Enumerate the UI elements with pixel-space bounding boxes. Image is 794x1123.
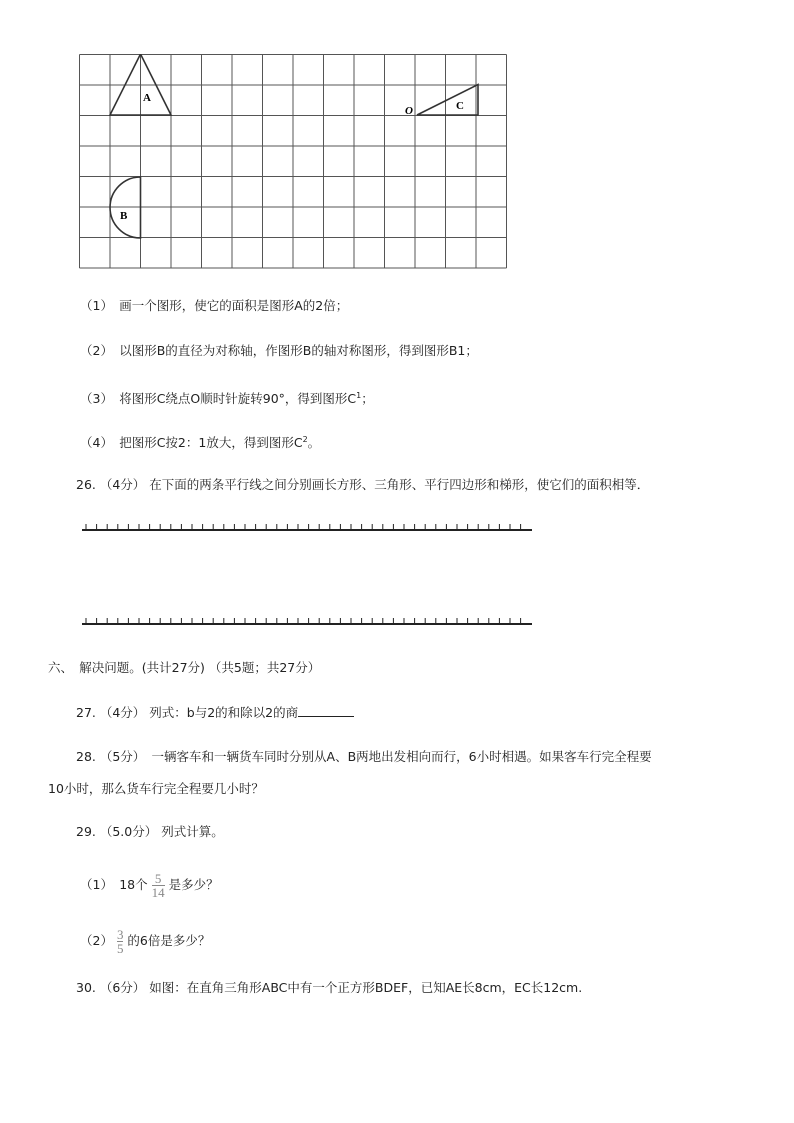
figure-c-triangle [417,85,478,116]
parallel-line-top [82,520,534,534]
question-29: 29. （5.0分） 列式计算。 [76,824,224,839]
fraction-5-14: $\frac{5}{14}$ [151,871,165,900]
question-28-line-1: 28. （5分） 一辆客车和一辆货车同时分别从A、B两地出发相向而行，6小时相遇。如果客车行完全程要 [76,749,652,764]
answer-blank[interactable] [298,704,354,717]
question-27: 27. （4分） 列式：b与2的和除以2的商 [76,704,354,722]
grid-figure [79,54,511,270]
q25-item-4: （4） 把图形C按2：1放大，得到图形$C^2$。 [80,435,321,451]
question-28-line-2: 10小时，那么货车行完全程要几小时？ [48,781,264,796]
question-30: 30. （6分） 如图：在直角三角形ABC中有一个正方形BDEF，已知AE长8cm，EC长12cm. [76,980,583,995]
question-29-part-1: （1） 18个 $\frac{5}{14}$ 是多少？ [80,871,219,900]
point-o-label: O [405,105,413,117]
question-26: 26. （4分） 在下面的两条平行线之间分别画长方形、三角形、平行四边形和梯形，使它们的面积相等． [76,477,650,492]
q25-item-3: （3） 将图形C绕点O顺时针旋转90°，得到图形$C^1$； [80,391,374,407]
q25-item-2: （2） 以图形B的直径为对称轴，作图形B的轴对称图形，得到图形B1； [80,343,478,358]
section-6-heading: 六、 解决问题。(共计27分) （共5题；共27分） [48,660,321,675]
fraction-3-5: $\frac{3}{5}$ [116,927,124,956]
q25-item-1: （1） 画一个图形，使它的面积是图形A的2倍； [80,298,349,313]
figure-b-label: B [120,210,128,222]
question-29-part-2: $(2) \frac{3}{5}$ 的6倍是多少？ [80,927,211,956]
figure-a-label: A [143,92,151,104]
figure-c-label: C [456,100,464,112]
parallel-line-bottom [82,614,534,628]
